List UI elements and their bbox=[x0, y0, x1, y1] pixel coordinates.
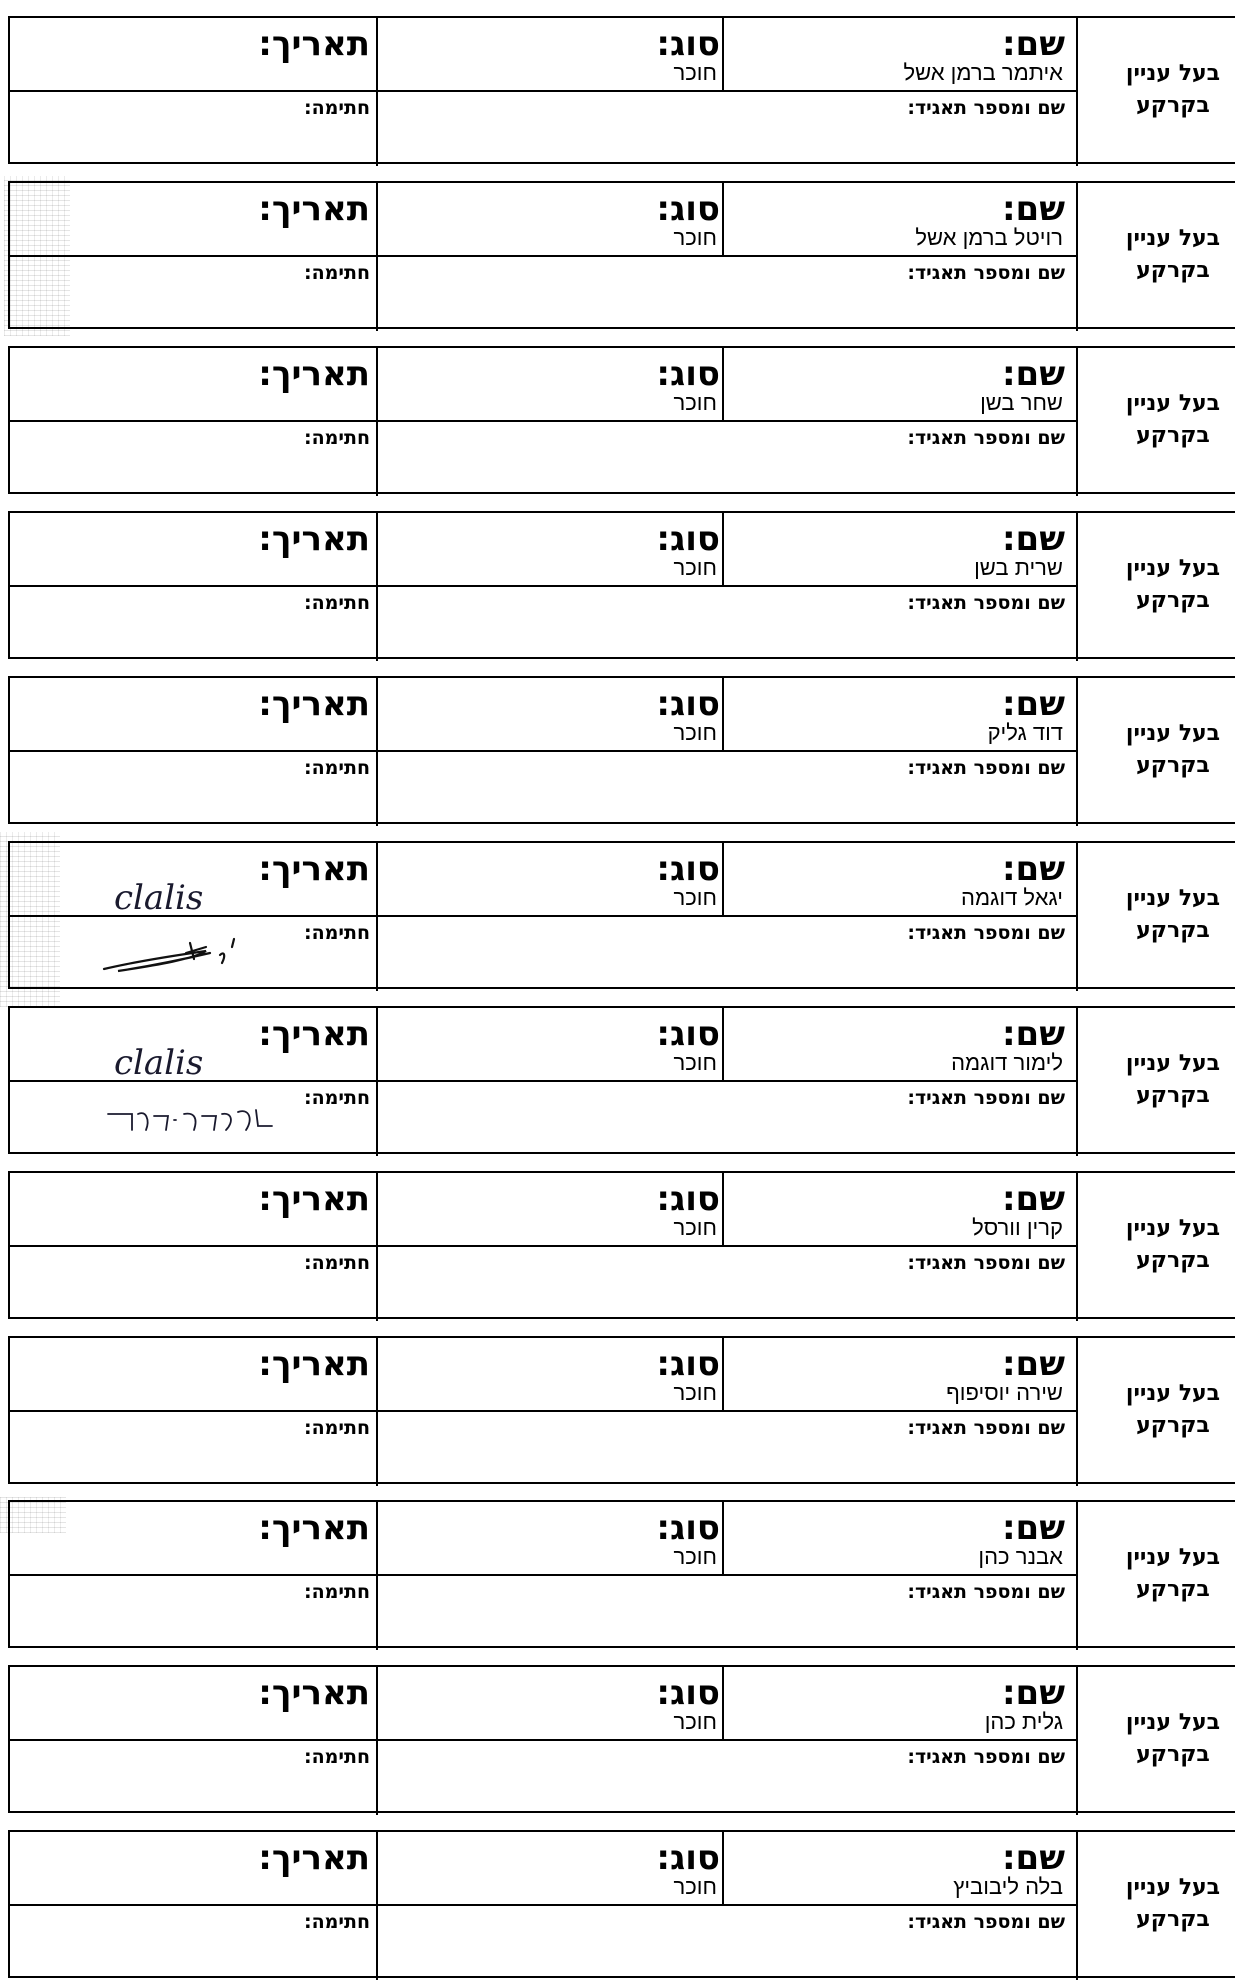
column-divider bbox=[376, 513, 378, 661]
column-divider bbox=[722, 18, 724, 92]
type-label: סוג: bbox=[656, 24, 720, 64]
column-divider bbox=[1076, 678, 1078, 826]
corporate-id-label: שם ומספר תאגיד: bbox=[907, 1746, 1065, 1768]
signature-label: חתימה: bbox=[303, 592, 370, 614]
type-label: סוג: bbox=[656, 189, 720, 229]
row-divider bbox=[10, 750, 1078, 752]
type-value: חוכר bbox=[673, 555, 717, 580]
name-label: שם: bbox=[1001, 1179, 1065, 1219]
column-divider bbox=[376, 678, 378, 826]
type-value: חוכר bbox=[673, 885, 717, 910]
scan-artifact bbox=[0, 1497, 66, 1533]
owner-label-line2: בקרקע bbox=[1136, 1742, 1210, 1767]
signature-label: חתימה: bbox=[303, 1581, 370, 1603]
owner-label-line2: בקרקע bbox=[1136, 1248, 1210, 1273]
owner-label-line1: בעל עניין bbox=[1125, 721, 1221, 746]
type-label: סוג: bbox=[656, 519, 720, 559]
column-divider bbox=[1076, 348, 1078, 496]
corporate-id-label: שם ומספר תאגיד: bbox=[907, 1087, 1065, 1109]
owner-label-line1: בעל עניין bbox=[1125, 1710, 1221, 1735]
corporate-id-label: שם ומספר תאגיד: bbox=[907, 922, 1065, 944]
owner-label bbox=[1111, 1338, 1235, 1482]
column-divider bbox=[722, 513, 724, 587]
record-row bbox=[8, 1500, 1235, 1648]
corporate-id-label: שם ומספר תאגיד: bbox=[907, 427, 1065, 449]
name-value: בלה ליבוביץ bbox=[953, 1874, 1063, 1899]
owner-label-line2: בקרקע bbox=[1136, 753, 1210, 778]
type-value: חוכר bbox=[673, 1215, 717, 1240]
column-divider bbox=[1076, 18, 1078, 166]
name-value: לימור דוגמה bbox=[951, 1050, 1063, 1075]
date-label: תאריך: bbox=[258, 684, 370, 724]
name-value: איתמר ברמן אשל bbox=[903, 60, 1063, 85]
row-divider bbox=[10, 420, 1078, 422]
owner-label-line1: בעל עניין bbox=[1125, 1381, 1221, 1406]
name-value: יגאל דוגמה bbox=[961, 885, 1063, 910]
owner-label bbox=[1111, 1173, 1235, 1317]
record-row bbox=[8, 16, 1235, 164]
corporate-id-label: שם ומספר תאגיד: bbox=[907, 97, 1065, 119]
column-divider bbox=[376, 1502, 378, 1650]
column-divider bbox=[722, 1502, 724, 1576]
date-label: תאריך: bbox=[258, 1508, 370, 1548]
owner-label bbox=[1111, 1502, 1235, 1646]
owner-label-line1: בעל עניין bbox=[1125, 226, 1221, 251]
column-divider bbox=[376, 843, 378, 991]
date-label: תאריך: bbox=[258, 1014, 370, 1054]
owner-label-line2: בקרקע bbox=[1136, 423, 1210, 448]
owner-label-line1: בעל עניין bbox=[1125, 61, 1221, 86]
column-divider bbox=[722, 678, 724, 752]
owner-label-line2: בקרקע bbox=[1136, 588, 1210, 613]
row-divider bbox=[10, 1245, 1078, 1247]
name-label: שם: bbox=[1001, 1344, 1065, 1384]
name-label: שם: bbox=[1001, 519, 1065, 559]
scan-artifact bbox=[0, 832, 60, 1007]
handwritten-date bbox=[110, 877, 240, 917]
name-value: אבנר כהן bbox=[978, 1544, 1063, 1569]
date-label: תאריך: bbox=[258, 1179, 370, 1219]
column-divider bbox=[1076, 843, 1078, 991]
name-label: שם: bbox=[1001, 1838, 1065, 1878]
type-label: סוג: bbox=[656, 1673, 720, 1713]
corporate-id-label: שם ומספר תאגיד: bbox=[907, 262, 1065, 284]
row-divider bbox=[10, 1739, 1078, 1741]
column-divider bbox=[376, 1173, 378, 1321]
column-divider bbox=[1076, 1832, 1078, 1980]
owner-label-line2: בקרקע bbox=[1136, 258, 1210, 283]
owner-label bbox=[1111, 843, 1235, 987]
name-label: שם: bbox=[1001, 24, 1065, 64]
owner-label bbox=[1111, 513, 1235, 657]
column-divider bbox=[376, 1008, 378, 1156]
record-row bbox=[8, 1006, 1235, 1154]
scan-artifact bbox=[4, 176, 70, 336]
column-divider bbox=[1076, 1338, 1078, 1486]
signature-label: חתימה: bbox=[303, 97, 370, 119]
column-divider bbox=[376, 1832, 378, 1980]
signature-label: חתימה: bbox=[303, 427, 370, 449]
owner-label bbox=[1111, 1832, 1235, 1976]
handwritten-signature bbox=[98, 1090, 288, 1150]
row-divider bbox=[10, 1410, 1078, 1412]
column-divider bbox=[722, 1008, 724, 1082]
type-value: חוכר bbox=[673, 225, 717, 250]
row-divider bbox=[10, 585, 1078, 587]
owner-label bbox=[1111, 1667, 1235, 1811]
owner-label-line2: בקרקע bbox=[1136, 1083, 1210, 1108]
owner-label-line2: בקרקע bbox=[1136, 1577, 1210, 1602]
type-label: סוג: bbox=[656, 1344, 720, 1384]
date-label: תאריך: bbox=[258, 24, 370, 64]
record-row bbox=[8, 181, 1235, 329]
name-label: שם: bbox=[1001, 354, 1065, 394]
owner-label-line2: בקרקע bbox=[1136, 918, 1210, 943]
type-value: חוכר bbox=[673, 1544, 717, 1569]
name-value: שרית בשן bbox=[974, 555, 1063, 580]
signature-label: חתימה: bbox=[303, 1087, 370, 1109]
row-divider bbox=[10, 1904, 1078, 1906]
name-label: שם: bbox=[1001, 1508, 1065, 1548]
owner-label-line1: בעל עניין bbox=[1125, 556, 1221, 581]
signature-label: חתימה: bbox=[303, 1252, 370, 1274]
type-label: סוג: bbox=[656, 354, 720, 394]
column-divider bbox=[376, 18, 378, 166]
handwritten-signature bbox=[98, 925, 288, 985]
name-value: דוד גליק bbox=[987, 720, 1063, 745]
owner-label-line2: בקרקע bbox=[1136, 93, 1210, 118]
record-row bbox=[8, 1171, 1235, 1319]
name-label: שם: bbox=[1001, 849, 1065, 889]
type-value: חוכר bbox=[673, 60, 717, 85]
owner-label-line1: בעל עניין bbox=[1125, 1875, 1221, 1900]
name-label: שם: bbox=[1001, 684, 1065, 724]
column-divider bbox=[376, 1667, 378, 1815]
column-divider bbox=[1076, 1502, 1078, 1650]
row-divider bbox=[10, 255, 1078, 257]
column-divider bbox=[722, 1338, 724, 1412]
corporate-id-label: שם ומספר תאגיד: bbox=[907, 1252, 1065, 1274]
type-value: חוכר bbox=[673, 1709, 717, 1734]
record-row bbox=[8, 1830, 1235, 1978]
corporate-id-label: שם ומספר תאגיד: bbox=[907, 1581, 1065, 1603]
name-value: שירה יוסיפוף bbox=[946, 1380, 1063, 1405]
date-label: תאריך: bbox=[258, 354, 370, 394]
date-label: תאריך: bbox=[258, 1673, 370, 1713]
type-label: סוג: bbox=[656, 1508, 720, 1548]
name-value: רויטל ברמן אשל bbox=[915, 225, 1063, 250]
handwritten-date bbox=[110, 1042, 240, 1082]
column-divider bbox=[1076, 183, 1078, 331]
signature-label: חתימה: bbox=[303, 262, 370, 284]
date-label: תאריך: bbox=[258, 849, 370, 889]
column-divider bbox=[722, 1832, 724, 1906]
owner-label bbox=[1111, 348, 1235, 492]
column-divider bbox=[1076, 1667, 1078, 1815]
corporate-id-label: שם ומספר תאגיד: bbox=[907, 592, 1065, 614]
owner-label bbox=[1111, 18, 1235, 162]
type-value: חוכר bbox=[673, 720, 717, 745]
record-row bbox=[8, 346, 1235, 494]
name-value: גלית כהן bbox=[984, 1709, 1063, 1734]
date-label: תאריך: bbox=[258, 1838, 370, 1878]
column-divider bbox=[376, 1338, 378, 1486]
name-value: שחר בשן bbox=[980, 390, 1063, 415]
record-row bbox=[8, 676, 1235, 824]
signature-label: חתימה: bbox=[303, 757, 370, 779]
record-row bbox=[8, 511, 1235, 659]
owner-label-line2: בקרקע bbox=[1136, 1907, 1210, 1932]
column-divider bbox=[722, 1173, 724, 1247]
type-label: סוג: bbox=[656, 849, 720, 889]
date-label: תאריך: bbox=[258, 1344, 370, 1384]
corporate-id-label: שם ומספר תאגיד: bbox=[907, 757, 1065, 779]
owner-label-line1: בעל עניין bbox=[1125, 1545, 1221, 1570]
owner-label-line2: בקרקע bbox=[1136, 1413, 1210, 1438]
name-label: שם: bbox=[1001, 1673, 1065, 1713]
type-value: חוכר bbox=[673, 1380, 717, 1405]
column-divider bbox=[722, 183, 724, 257]
svg-text:clalis: clalis bbox=[114, 1043, 204, 1082]
column-divider bbox=[722, 843, 724, 917]
owner-label bbox=[1111, 1008, 1235, 1152]
record-row bbox=[8, 1336, 1235, 1484]
column-divider bbox=[376, 183, 378, 331]
type-label: סוג: bbox=[656, 1014, 720, 1054]
type-label: סוג: bbox=[656, 1838, 720, 1878]
column-divider bbox=[1076, 1008, 1078, 1156]
corporate-id-label: שם ומספר תאגיד: bbox=[907, 1417, 1065, 1439]
corporate-id-label: שם ומספר תאגיד: bbox=[907, 1911, 1065, 1933]
owner-label-line1: בעל עניין bbox=[1125, 1051, 1221, 1076]
owner-label bbox=[1111, 183, 1235, 327]
row-divider bbox=[10, 1574, 1078, 1576]
owner-label-line1: בעל עניין bbox=[1125, 1216, 1221, 1241]
type-label: סוג: bbox=[656, 1179, 720, 1219]
signature-label: חתימה: bbox=[303, 1417, 370, 1439]
type-value: חוכר bbox=[673, 390, 717, 415]
record-row bbox=[8, 841, 1235, 989]
signature-label: חתימה: bbox=[303, 1911, 370, 1933]
name-label: שם: bbox=[1001, 189, 1065, 229]
type-value: חוכר bbox=[673, 1050, 717, 1075]
signature-label: חתימה: bbox=[303, 1746, 370, 1768]
owner-label-line1: בעל עניין bbox=[1125, 886, 1221, 911]
name-value: קרין וורסל bbox=[972, 1215, 1063, 1240]
type-value: חוכר bbox=[673, 1874, 717, 1899]
date-label: תאריך: bbox=[258, 519, 370, 559]
column-divider bbox=[1076, 1173, 1078, 1321]
name-label: שם: bbox=[1001, 1014, 1065, 1054]
svg-text:clalis: clalis bbox=[114, 878, 204, 917]
column-divider bbox=[722, 348, 724, 422]
column-divider bbox=[1076, 513, 1078, 661]
row-divider bbox=[10, 90, 1078, 92]
column-divider bbox=[376, 348, 378, 496]
owner-label-line1: בעל עניין bbox=[1125, 391, 1221, 416]
type-label: סוג: bbox=[656, 684, 720, 724]
signature-label: חתימה: bbox=[303, 922, 370, 944]
date-label: תאריך: bbox=[258, 189, 370, 229]
column-divider bbox=[722, 1667, 724, 1741]
owner-label bbox=[1111, 678, 1235, 822]
record-row bbox=[8, 1665, 1235, 1813]
